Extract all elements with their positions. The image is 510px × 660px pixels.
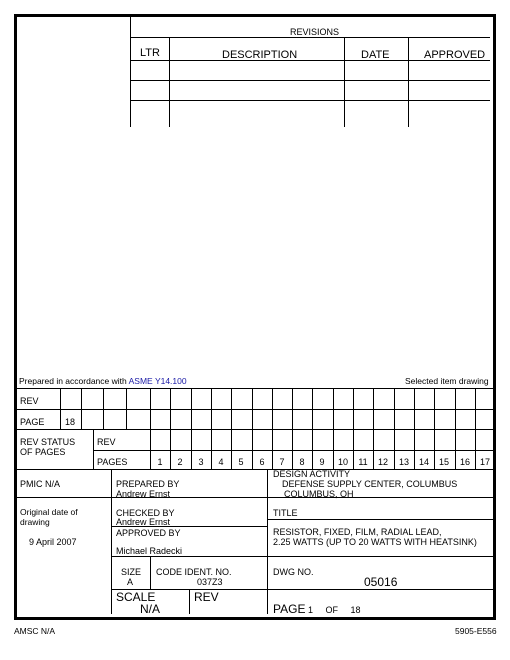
approved-by-label: APPROVED BY [116, 528, 181, 538]
approved-by-name: Michael Radecki [116, 546, 183, 556]
column-approved: APPROVED [424, 49, 486, 61]
scale-value: N/A [140, 602, 161, 616]
code-ident-value: 037Z3 [197, 577, 223, 587]
page-number-cell: 11 [358, 457, 368, 467]
title-line2: 2.25 WATTS (UP TO 20 WATTS WITH HEATSINK) [273, 537, 477, 547]
dwg-no-value: 05016 [364, 575, 398, 589]
footer-right: 5905-E556 [455, 626, 497, 636]
checked-by-name: Andrew Ernst [116, 517, 171, 527]
code-ident-label: CODE IDENT. NO. [156, 567, 232, 577]
revisions-title: REVISIONS [290, 27, 340, 37]
page-total: 18 [350, 605, 361, 615]
page-number-cell: 10 [337, 457, 348, 467]
rev-status-rev-label: REV [97, 437, 116, 447]
column-date: DATE [361, 49, 390, 61]
page-number-cell: 2 [177, 457, 183, 467]
page-count [273, 603, 361, 617]
page-number-cell: 13 [398, 457, 409, 467]
size-value: A [127, 577, 134, 587]
page-number-cell: 8 [299, 457, 305, 467]
checked-by-label: CHECKED BY [116, 508, 175, 518]
scale-label: SCALE [116, 590, 156, 604]
page-number-cell: 6 [259, 457, 265, 467]
page-row-label: PAGE [20, 417, 45, 427]
design-activity-line2: COLUMBUS, OH [284, 489, 354, 499]
page-number-cell: 12 [377, 457, 388, 467]
page-number-cell: 14 [418, 457, 429, 467]
page-number-cell: 3 [198, 457, 204, 467]
page-number-cell: 15 [438, 457, 449, 467]
page-number-cell: 9 [319, 457, 325, 467]
rev-row-label: REV [20, 396, 39, 406]
page-number-cell: 4 [218, 457, 224, 467]
column-ltr: LTR [140, 47, 160, 59]
first-page-number: 18 [65, 417, 76, 427]
page-number-cell: 17 [479, 457, 490, 467]
design-activity-line1: DEFENSE SUPPLY CENTER, COLUMBUS [282, 479, 458, 489]
selected-item-drawing: Selected item drawing [405, 376, 489, 386]
page-label: PAGE [273, 602, 306, 616]
title-label: TITLE [273, 508, 298, 518]
page-number-cell: 7 [279, 457, 285, 467]
title-line1: RESISTOR, FIXED, FILM, RADIAL LEAD, [273, 527, 442, 537]
of-label: OF [325, 605, 339, 615]
rev-status-of-pages: REV STATUS OF PAGES [20, 437, 76, 458]
prepared-prefix: Prepared in accordance with [19, 376, 127, 386]
dwg-no-label: DWG NO. [273, 567, 314, 577]
original-date-label: Original date of drawing [20, 507, 78, 527]
page-number-cell: 1 [157, 457, 163, 467]
size-label: SIZE [121, 567, 142, 577]
page-value: 1 [307, 605, 313, 615]
prepared-by-name: Andrew Ernst [116, 489, 171, 499]
design-activity-label: DESIGN ACTIVITY [273, 469, 351, 479]
page-number-cell: 5 [238, 457, 244, 467]
column-description: DESCRIPTION [222, 49, 298, 61]
grid-column-line [495, 388, 496, 469]
page-number-cell: 16 [459, 457, 470, 467]
footer-left: AMSC N/A [14, 626, 56, 636]
pmic-label: PMIC N/A [20, 479, 61, 489]
original-date: 9 April 2007 [29, 537, 77, 547]
pages-label: PAGES [97, 457, 128, 467]
rev-label: REV [194, 590, 219, 604]
standard-link[interactable]: ASME Y14.100 [128, 376, 187, 386]
prepared-by-label: PREPARED BY [116, 479, 180, 489]
prepared-in-accordance [19, 377, 187, 387]
